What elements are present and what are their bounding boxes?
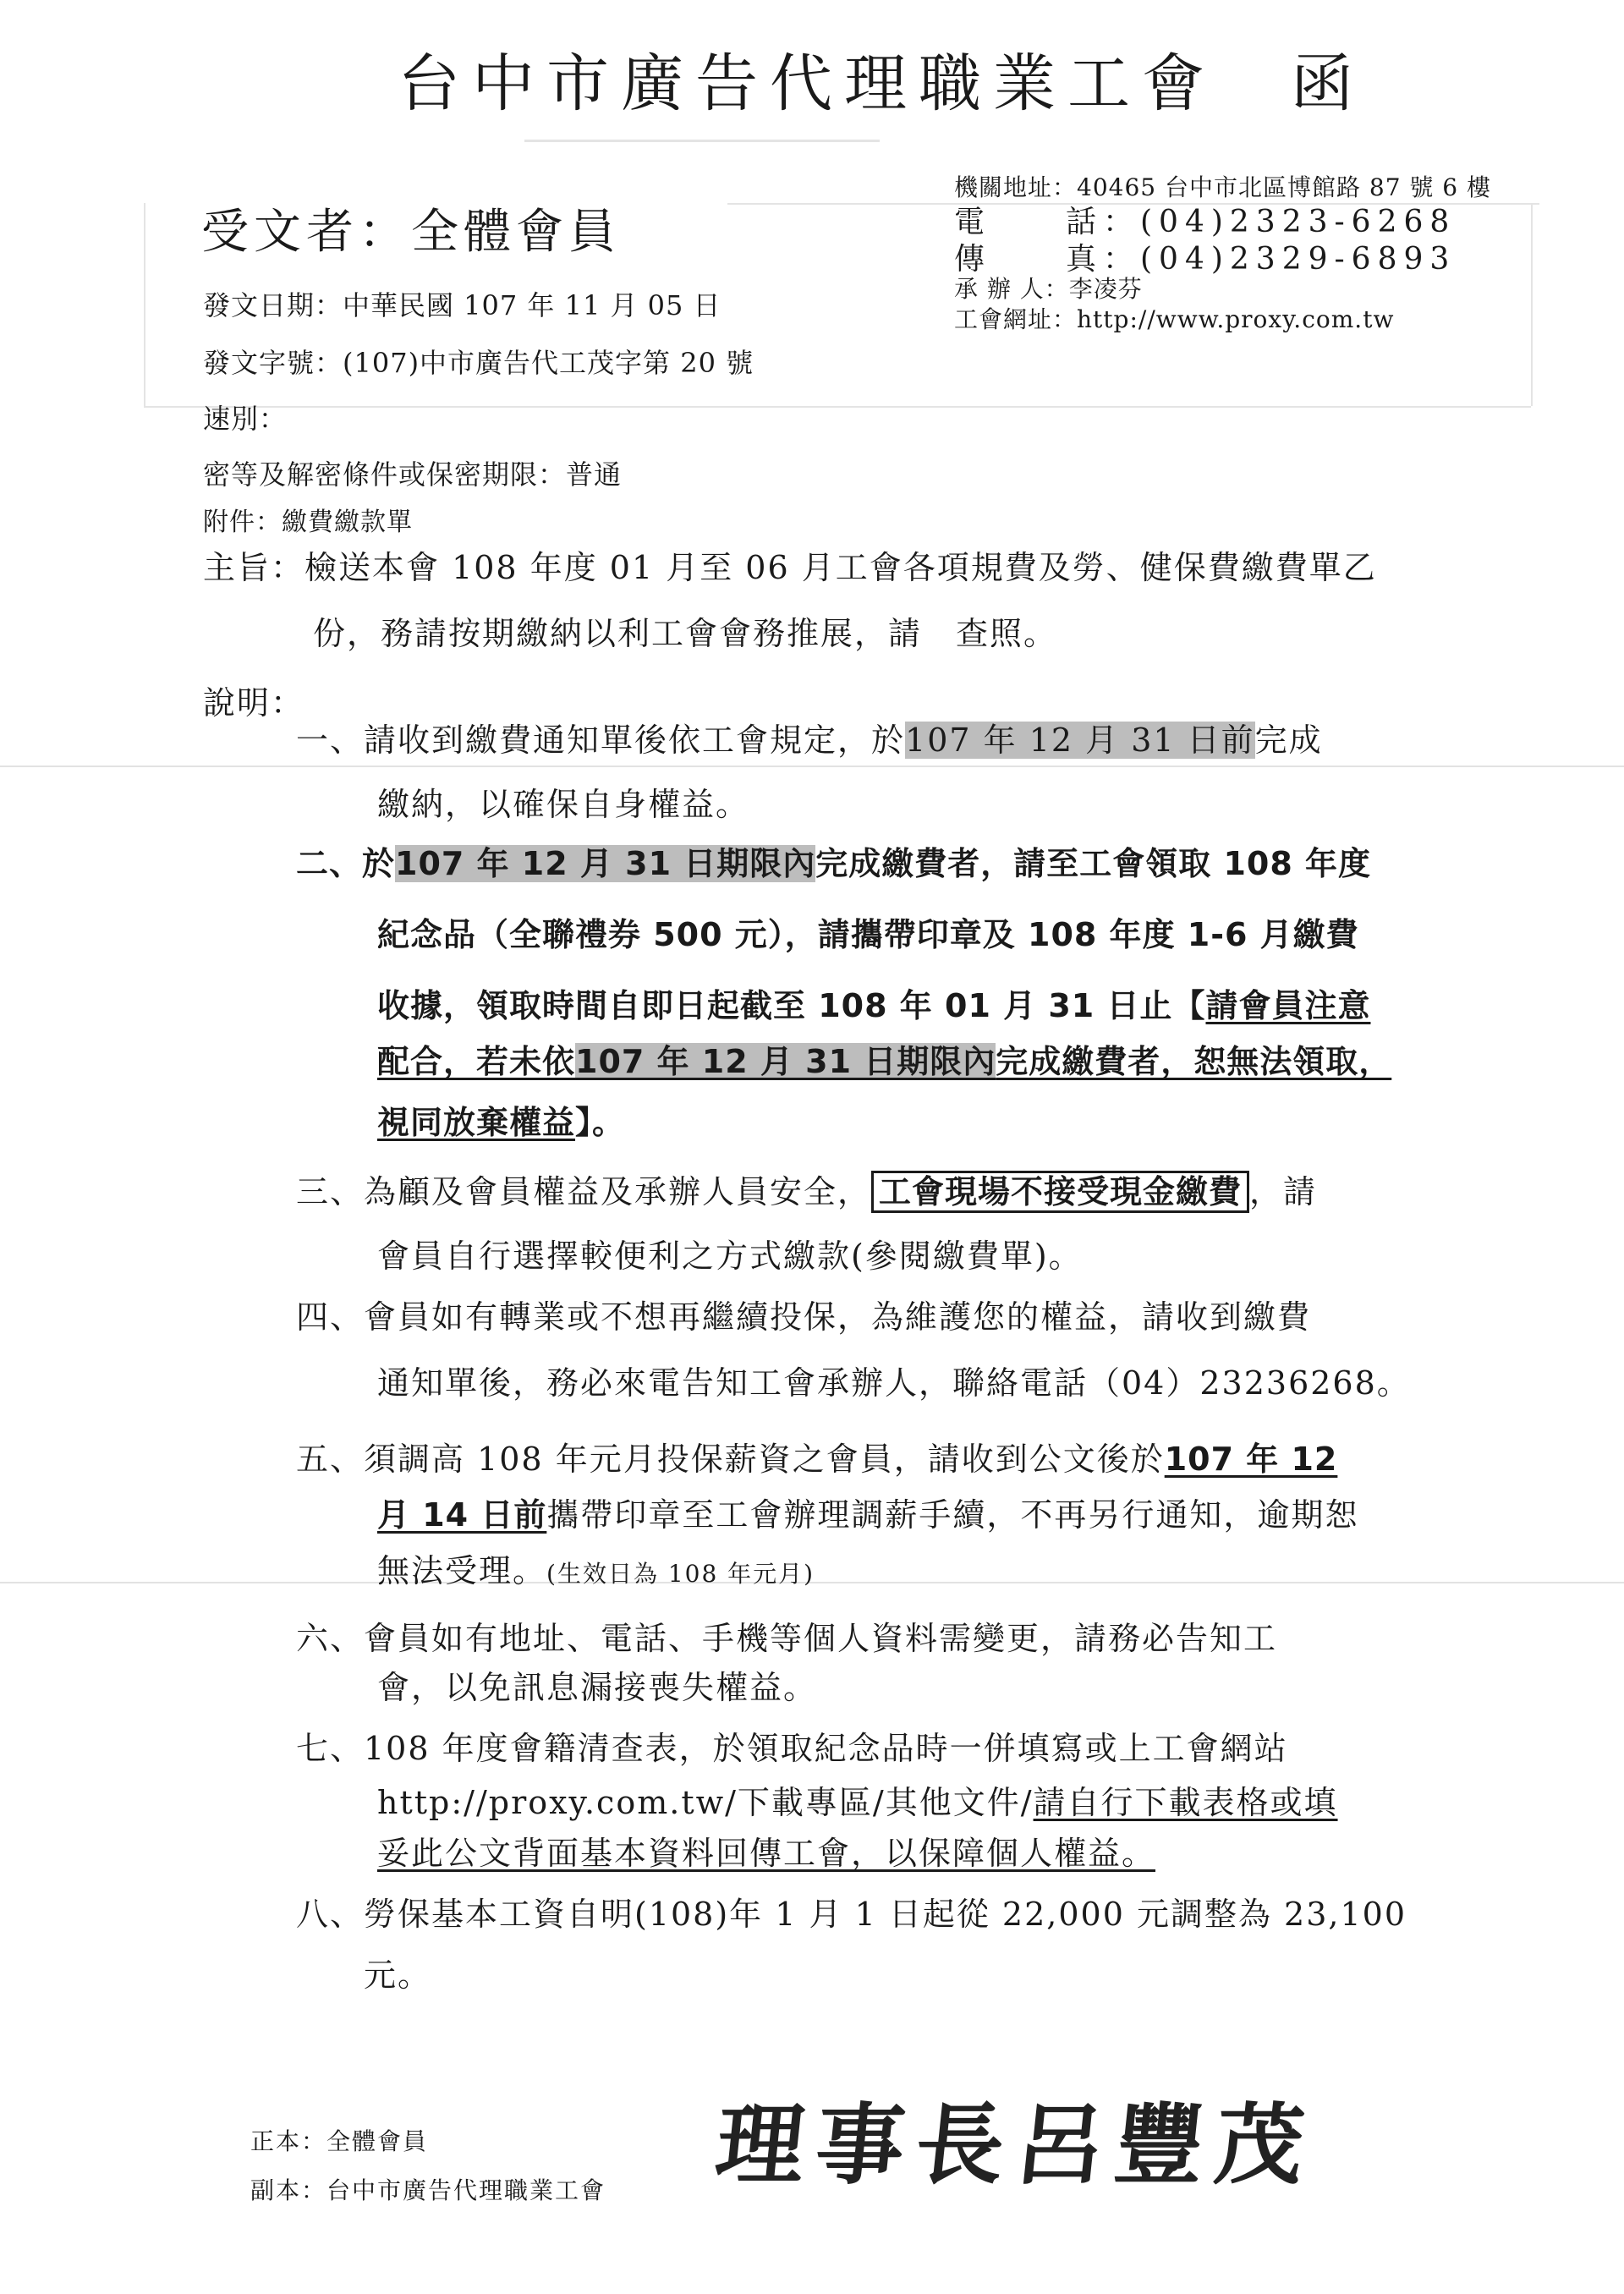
speed-field: 速別： [203,403,288,435]
item-2-line-2: 紀念品（全聯禮券 500 元），請攜帶印章及 108 年度 1-6 月繳費 [377,916,1359,953]
item-2-notice-underline: 配合，若未依 [377,1043,576,1080]
issue-date: 發文日期：中華民國 107 年 11 月 05 日 [203,289,721,321]
item-5-deadline-underline: 月 14 日前 [377,1496,547,1534]
item-1-text: 完成 [1254,722,1323,759]
item-5-text: 無法受理。 [377,1552,547,1589]
paper-fold [0,766,1624,767]
show-through-line [524,140,880,142]
recipient: 受文者：全體會員 [201,205,621,260]
item-2-text: 完成繳費者，請至工會領取 108 年度 [815,845,1372,882]
show-through-line [1531,203,1533,406]
show-through-line [144,203,145,406]
item-5-line-3 [377,1545,815,1591]
item-2-deadline-highlight: 107 年 12 月 31 日期限內 [395,845,816,882]
item-1-deadline-highlight: 107 年 12 月 31 日前 [905,722,1255,759]
item-1-line-2: 繳納，以確保自身權益。 [377,786,750,823]
item-2-notice-underline: 視同放棄權益 [377,1104,576,1141]
item-2-text: 二、於 [296,845,396,882]
item-2-notice-underline: 完成繳費者，恕無法領取， [996,1043,1392,1080]
item-2-line-4 [377,1035,1391,1082]
contact-fax: 傳 真：(04)2329-6893 [954,242,1457,277]
item-7-instruction-underline: 請自行下載表格或填 [1033,1784,1338,1821]
item-5-effective-note: (生效日為 108 年元月) [546,1560,815,1588]
contact-address: 機關地址：40465 台中市北區博館路 87 號 6 樓 [954,173,1492,201]
item-2-line-1 [296,837,1371,884]
item-4-line-1: 四、會員如有轉業或不想再繼續投保，為維護您的權益，請收到繳費 [296,1298,1312,1336]
item-3-text: 三、為顧及會員權益及承辦人員安全， [296,1173,872,1210]
item-7-instruction-underline: 妥此公文背面基本資料回傳工會，以保障個人權益。 [377,1835,1156,1872]
item-2-text: 】。 [575,1104,626,1141]
attachment-field: 附件：繳費繳款單 [203,508,413,537]
original-recipient: 正本：全體會員 [250,2127,429,2155]
item-7-line-1: 七、108 年度會籍清查表，於領取紀念品時一併填寫或上工會網站 [296,1730,1288,1767]
contact-handler: 承 辦 人：李凌芬 [954,275,1143,303]
explanation-heading: 說明： [203,684,305,722]
item-5-line-2 [377,1489,1358,1535]
item-5-line-1 [296,1433,1337,1479]
page-title: 台中市廣告代理職業工會 函 [398,47,1365,120]
item-6-line-1: 六、會員如有地址、電話、手機等個人資料需變更，請務必告知工 [296,1620,1278,1657]
copy-recipient: 副本：台中市廣告代理職業工會 [250,2176,606,2204]
item-7-url-text: http://proxy.com.tw/下載專區/其他文件/ [377,1784,1034,1821]
item-3-line-1 [296,1166,1317,1212]
item-5-text: 攜帶印章至工會辦理調薪手續，不再另行通知，逾期恕 [546,1496,1359,1534]
no-cash-notice-box: 工會現場不接受現金繳費 [871,1171,1249,1213]
item-8-line-2: 元。 [364,1956,432,1994]
document-number: 發文字號：(107)中市廣告代工茂字第 20 號 [203,347,754,379]
item-2-text: 收據，領取時間自即日起截至 108 年 01 月 31 日止【 [377,987,1206,1024]
contact-website: 工會網址：http://www.proxy.com.tw [954,305,1395,333]
chairman-signature-stamp: 理事長呂豐茂 [710,2093,1321,2197]
item-1-text: 一、請收到繳費通知單後依工會規定，於 [296,722,906,759]
item-6-line-2: 會，以免訊息漏接喪失權益。 [377,1669,818,1706]
subject-line-2: 份，務請按期繳納以利工會會務推展，請 查照。 [313,615,1058,652]
item-2-deadline-highlight: 107 年 12 月 31 日期限內 [575,1043,996,1080]
subject-line-1: 主旨：檢送本會 108 年度 01 月至 06 月工會各項規費及勞、健保費繳費單乙 [203,549,1377,586]
item-2-line-5 [377,1096,625,1143]
item-1-line-1 [296,714,1323,760]
item-7-line-2 [377,1776,1338,1823]
contact-phone: 電 話：(04)2323-6268 [954,205,1457,239]
item-3-text: ，請 [1249,1173,1318,1210]
item-2-line-3 [377,980,1370,1026]
item-8-line-1: 八、勞保基本工資自明(108)年 1 月 1 日起從 22,000 元調整為 23,100 [296,1896,1407,1933]
item-3-line-2: 會員自行選擇較便利之方式繳款(參閱繳費單)。 [377,1238,1083,1275]
show-through-line [144,406,1531,408]
item-2-notice-underline: 請會員注意 [1205,987,1371,1024]
item-4-line-2: 通知單後，務必來電告知工會承辦人，聯絡電話（04）23236268。 [377,1364,1411,1402]
secrecy-field: 密等及解密條件或保密期限：普通 [203,458,623,491]
item-7-line-3 [377,1827,1155,1874]
item-5-text: 五、須調高 108 年元月投保薪資之會員，請收到公文後於 [296,1441,1165,1478]
item-5-deadline-underline: 107 年 12 [1164,1441,1338,1478]
